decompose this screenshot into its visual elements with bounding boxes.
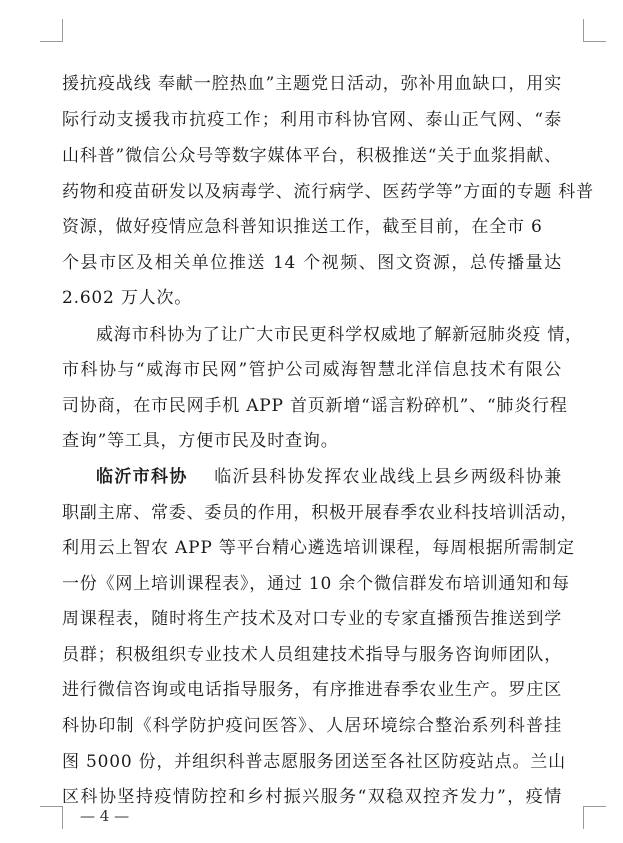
text-line: 科协印制《科学防护疫问医答》、人居环境综合整治系列科普挂 [62, 716, 562, 736]
crop-mark-top-left [40, 19, 63, 42]
text-line: 际行动支援我市抗疫工作；利用市科协官网、泰山正气网、“泰 [62, 110, 562, 130]
text-line: 司协商，在市民网手机 APP 首页新增“谣言粉碎机”、“肺炎行程 [62, 396, 568, 416]
text-line: 查询”等工具，方便市民及时查询。 [62, 431, 339, 451]
text-line: 周课程表，随时将生产技术及对口专业的专家直播预告推送到学 [62, 609, 562, 629]
text-line: 图 5000 份，并组织科普志愿服务团送至各社区防疫站点。兰山 [62, 752, 566, 772]
text-line: 利用云上智农 APP 等平台精心遴选培训课程，每周根据所需制定 [62, 538, 575, 558]
text-line: 2.602 万人次。 [62, 288, 193, 308]
text-line: 员群；积极组织专业技术人员组建技术指导与服务咨询师团队， [62, 645, 562, 665]
section-heading-linyi: 临沂市科协 [96, 467, 188, 487]
crop-mark-bottom-right [583, 806, 606, 829]
text-line: 市科协与“威海市民网”管护公司威海智慧北洋信息技术有限公 [62, 360, 562, 380]
crop-mark-top-right [583, 19, 606, 42]
text-line: 个县市区及相关单位推送 14 个视频、图文资源，总传播量达 [62, 253, 562, 273]
text-line: 山科普”微信公众号等数字媒体平台，积极推送“关于血浆捐献、 [62, 146, 562, 166]
text-line: 区科协坚持疫情防控和乡村振兴服务“双稳双控齐发力”，疫情 [62, 787, 562, 807]
text-line: 临沂县科协发挥农业战线上县乡两级科协兼 [213, 467, 563, 487]
text-line: 职副主席、常委、委员的作用，积极开展春季农业科技培训活动， [62, 503, 579, 523]
text-line: 进行微信咨询或电话指导服务，有序推进春季农业生产。罗庄区 [62, 680, 562, 700]
paragraph-start-weihai: 威海市科协为了让广大市民更科学权威地了解新冠肺炎疫 情， [96, 325, 583, 345]
text-line: 药物和疫苗研发以及病毒学、流行病学、医药学等”方面的专题 科普 [62, 182, 594, 202]
paragraph-start-linyi [96, 462, 562, 492]
text-line: 资源，做好疫情应急科普知识推送工作，截至目前，在全市 6 [62, 217, 543, 237]
page-number: — 4 — [80, 807, 130, 825]
text-line: 一份《网上培训课程表》，通过 10 余个微信群发布培训通知和每 [62, 574, 570, 594]
text-line: 援抗疫战线 奉献一腔热血”主题党日活动，弥补用血缺口，用实 [62, 74, 562, 94]
crop-mark-bottom-left [40, 806, 63, 829]
